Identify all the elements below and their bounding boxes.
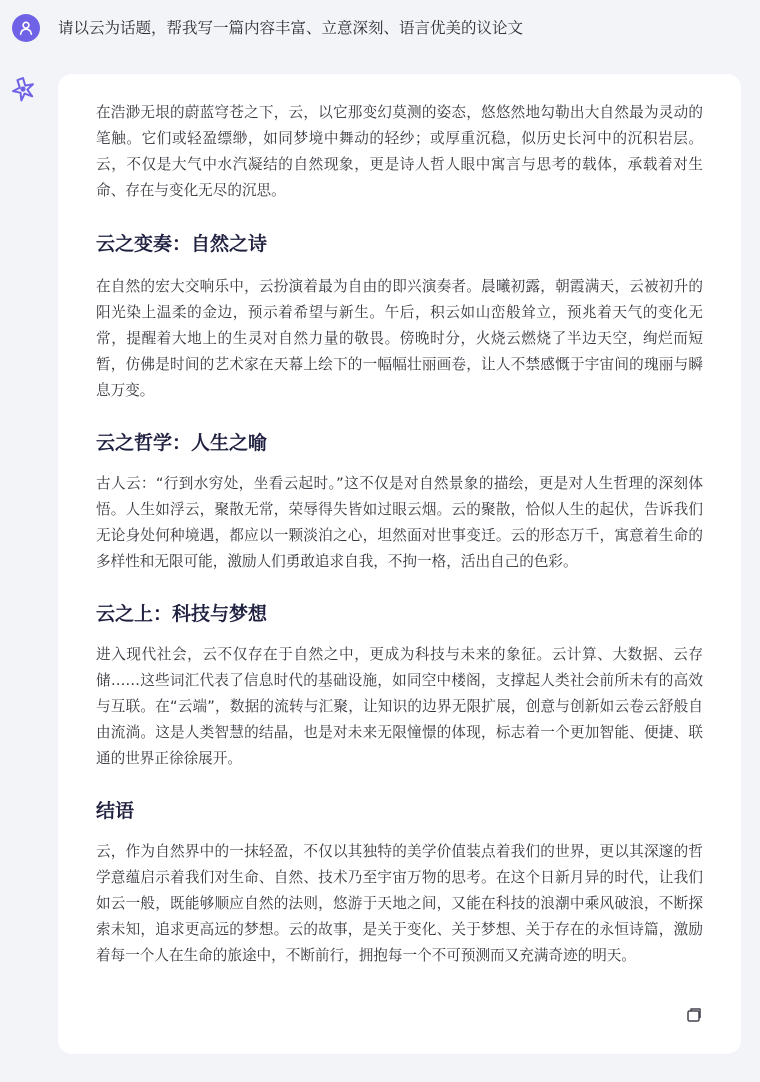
assistant-answer-card [58,74,741,1054]
assistant-logo-icon [10,76,36,102]
user-message-text: 请以云为话题，帮我写一篇内容丰富、立意深刻、语言优美的议论文 [58,19,524,37]
section-heading-nature: 云之变奏：自然之诗 [96,233,268,255]
user-message-row [12,12,748,44]
section-body-technology: 进入现代社会，云不仅存在于自然之中，更成为科技与未来的象征。云计算、大数据、云存储……这些词汇代表了信息时代的基础设施，如同空中楼阁，支撑起人类社会前所未有的高效与互联。在“云端”，数据的流转与汇聚，让知识的边界无限扩展，创意与创新如云卷云舒般自由流淌。这是人类智慧的结晶，也是对未来无限憧憬的体现，标志着一个更加智能、便捷、联通的世界正徐徐展开。 [96,646,703,767]
intro-paragraph: 在浩渺无垠的蔚蓝穹苍之下，云，以它那变幻莫测的姿态，悠悠然地勾勒出大自然最为灵动的笔触。它们或轻盈缥缈，如同梦境中舞动的轻纱；或厚重沉稳，似历史长河中的沉积岩层。云，不仅是大气中水汽凝结的自然现象，更是诗人哲人眼中寓言与思考的载体，承载着对生命、存在与变化无尽的沉思。 [96,104,703,199]
section-body-nature: 在自然的宏大交响乐中，云扮演着最为自由的即兴演奏者。晨曦初露，朝霞满天，云被初升的阳光染上温柔的金边，预示着希望与新生。午后，积云如山峦般耸立，预兆着天气的变化无常，提醒着大地上的生灵对自然力量的敬畏。傍晚时分，火烧云燃烧了半边天空，绚烂而短暂，仿佛是时间的艺术家在天幕上绘下的一幅幅壮丽画卷，让人不禁感慨于宇宙间的瑰丽与瞬息万变。 [96,278,703,399]
section-body-philosophy: 古人云：“行到水穷处，坐看云起时。”这不仅是对自然景象的描绘，更是对人生哲理的深刻体悟。人生如浮云，聚散无常，荣辱得失皆如过眼云烟。云的聚散，恰似人生的起伏，告诉我们无论身处何种境遇，都应以一颗淡泊之心，坦然面对世事变迁。云的形态万千，寓意着生命的多样性和无限可能，激励人们勇敢追求自我，不拘一格，活出自己的色彩。 [96,475,703,570]
section-heading-technology: 云之上：科技与梦想 [96,603,268,625]
section-heading-conclusion: 结语 [96,800,135,822]
section-heading-philosophy: 云之哲学：人生之喻 [96,432,268,454]
user-icon [12,14,40,42]
section-body-conclusion: 云，作为自然界中的一抹轻盈，不仅以其独特的美学价值装点着我们的世界，更以其深邃的哲学意蕴启示着我们对生命、自然、技术乃至宇宙万物的思考。在这个日新月异的时代，让我们如云一般，既能够顺应自然的法则，悠游于天地之间，又能在科技的浪潮中乘风破浪，不断探索未知，追求更高远的梦想。云的故事，是关于变化、关于梦想、关于存在的永恒诗篇，激励着每一个人在生命的旅途中，不断前行，拥抱每一个不可预测而又充满奇迹的明天。 [96,843,703,964]
copy-icon[interactable] [685,1006,703,1024]
